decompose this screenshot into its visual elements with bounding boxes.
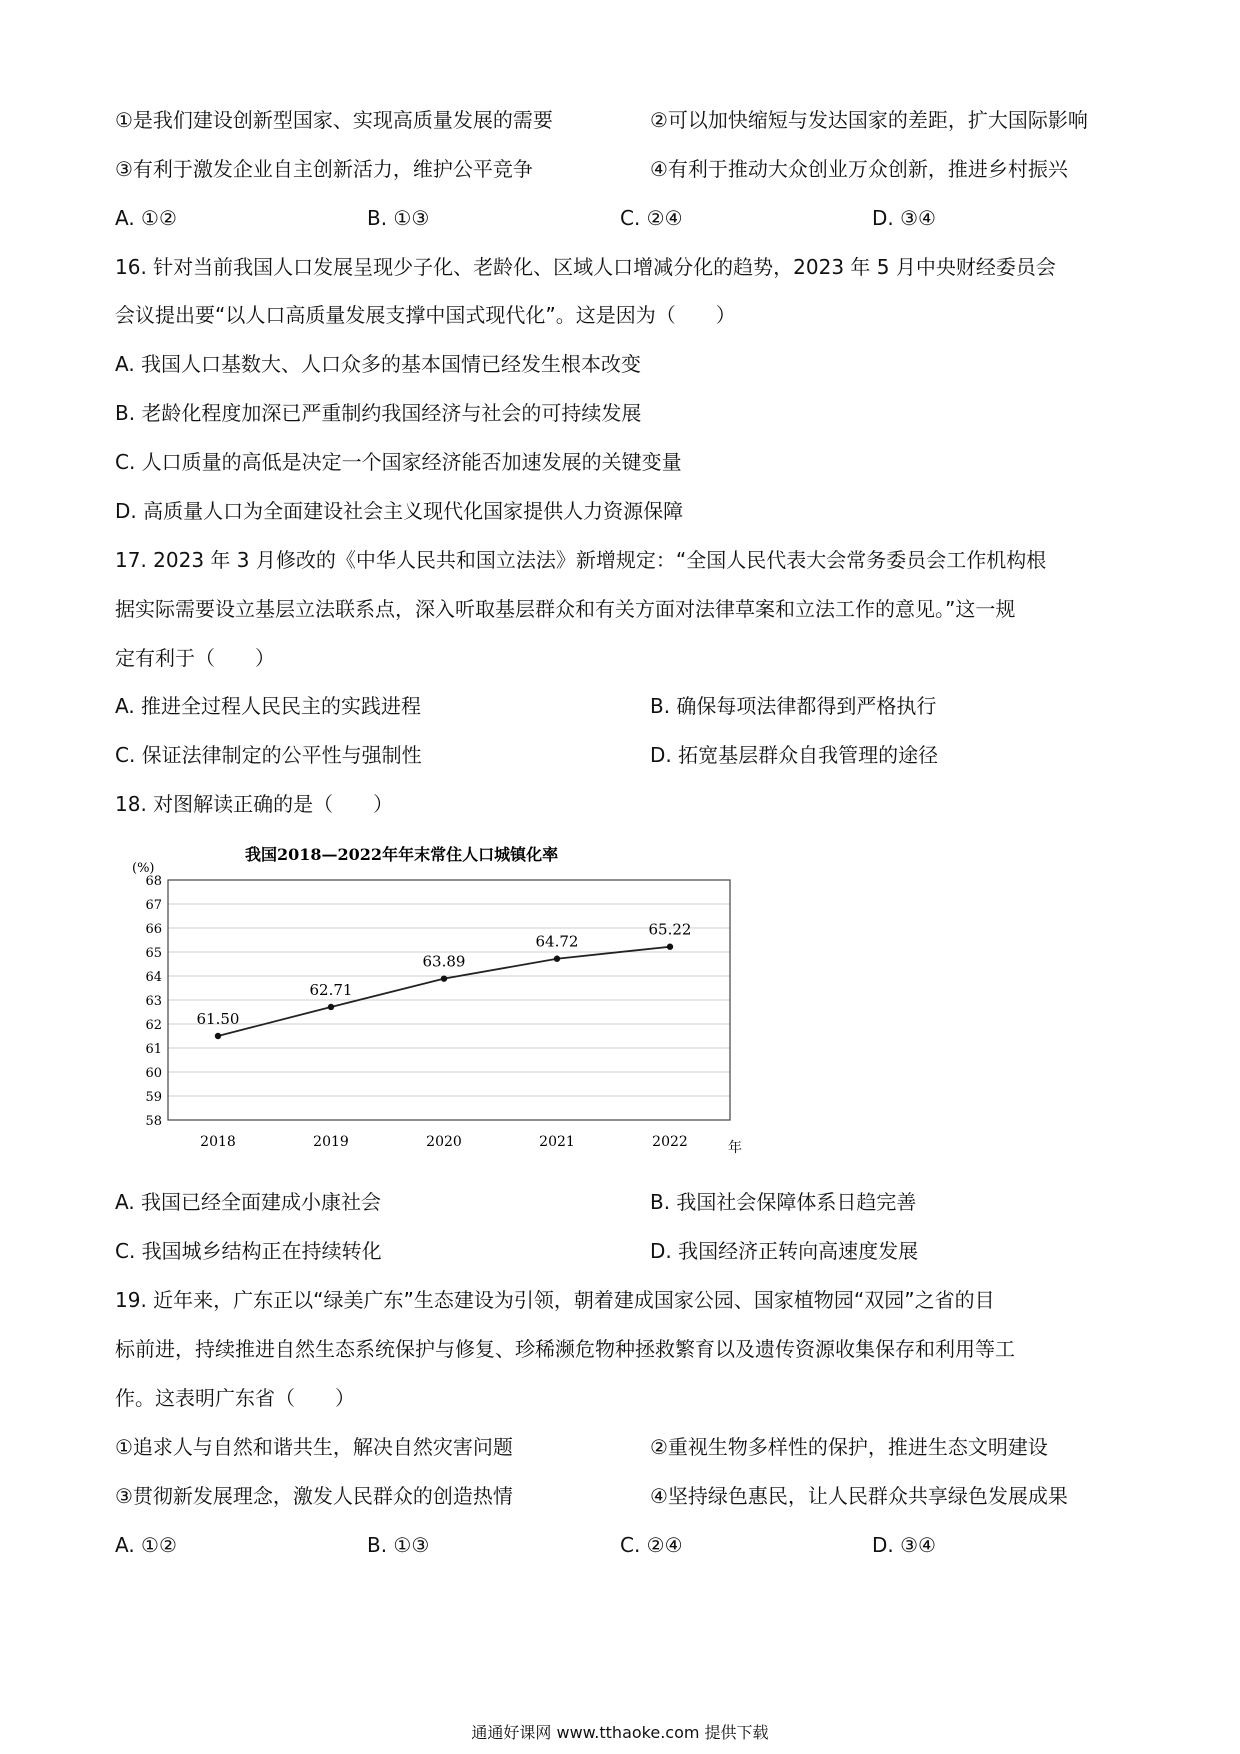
q18-option-d: D. 我国经济正转向高速度发展 <box>650 1239 919 1263</box>
q19-option-b: B. ①③ <box>367 1533 430 1557</box>
y-tick-label-63: 63 <box>145 994 162 1009</box>
data-labels <box>197 921 692 1028</box>
data-point-2019 <box>328 1004 334 1010</box>
y-tick-label-66: 66 <box>145 922 162 937</box>
y-tick-label-60: 60 <box>145 1066 162 1081</box>
q16-stem-line-1: 16. 针对当前我国人口发展呈现少子化、老龄化、区域人口增减分化的趋势，2023 年 5 月中央财经委员会 <box>115 255 1056 279</box>
data-point-2022 <box>667 944 673 950</box>
q15-item-4: ④有利于推动大众创业万众创新，推进乡村振兴 <box>650 157 1068 181</box>
chart-title: 我国2018—2022年年末常住人口城镇化率 <box>245 845 559 864</box>
q19-stem-line-2: 标前进，持续推进自然生态系统保护与修复、珍稀濒危物种拯救繁育以及遗传资源收集保存和利用等工 <box>115 1337 1015 1361</box>
data-point-2020 <box>441 975 447 981</box>
q16-option-c: C. 人口质量的高低是决定一个国家经济能否加速发展的关键变量 <box>115 450 682 474</box>
urbanization-line-chart <box>130 830 770 1160</box>
q17-option-b: B. 确保每项法律都得到严格执行 <box>650 694 937 718</box>
y-tick-label-67: 67 <box>145 898 162 913</box>
y-tick-label-59: 59 <box>145 1090 162 1105</box>
x-tick-label-2019: 2019 <box>313 1134 349 1150</box>
q17-stem-line-1: 17. 2023 年 3 月修改的《中华人民共和国立法法》新增规定：“全国人民代表大会常务委员会工作机构根 <box>115 548 1047 572</box>
y-tick-label-64: 64 <box>145 970 162 985</box>
y-tick-label-68: 68 <box>145 874 162 889</box>
q15-item-3: ③有利于激发企业自主创新活力，维护公平竞争 <box>115 157 533 181</box>
y-tick-label-65: 65 <box>145 946 162 961</box>
q19-option-c: C. ②④ <box>620 1533 683 1557</box>
q15-option-a: A. ①② <box>115 206 177 230</box>
data-label-2022: 65.22 <box>648 920 692 939</box>
q17-option-d: D. 拓宽基层群众自我管理的途径 <box>650 743 939 767</box>
x-tick-label-2021: 2021 <box>539 1134 575 1150</box>
q17-option-c: C. 保证法律制定的公平性与强制性 <box>115 743 422 767</box>
q19-item-3: ③贯彻新发展理念，激发人民群众的创造热情 <box>115 1484 513 1508</box>
y-tick-label-58: 58 <box>145 1114 162 1129</box>
y-tick-label-61: 61 <box>145 1042 162 1057</box>
q19-stem-line-3: 作。这表明广东省（ ） <box>115 1386 355 1410</box>
q15-item-2: ②可以加快缩短与发达国家的差距，扩大国际影响 <box>650 108 1088 132</box>
q16-option-a: A. 我国人口基数大、人口众多的基本国情已经发生根本改变 <box>115 352 642 376</box>
q19-item-4: ④坚持绿色惠民，让人民群众共享绿色发展成果 <box>650 1484 1068 1508</box>
q16-stem-line-2: 会议提出要“以人口高质量发展支撑中国式现代化”。这是因为（ ） <box>115 303 736 327</box>
q19-item-1: ①追求人与自然和谐共生，解决自然灾害问题 <box>115 1435 513 1459</box>
data-label-2021: 64.72 <box>535 932 579 951</box>
x-axis-unit: 年 <box>728 1140 742 1156</box>
y-tick-labels <box>145 874 162 1129</box>
data-point-2021 <box>554 956 560 962</box>
y-axis-unit: (%) <box>132 861 155 876</box>
q15-option-c: C. ②④ <box>620 206 683 230</box>
q16-option-d: D. 高质量人口为全面建设社会主义现代化国家提供人力资源保障 <box>115 499 684 523</box>
data-label-2019: 62.71 <box>309 980 353 999</box>
chart-gridlines <box>168 904 730 1096</box>
q15-option-d: D. ③④ <box>872 206 936 230</box>
q17-stem-line-2: 据实际需要设立基层立法联系点，深入听取基层群众和有关方面对法律草案和立法工作的意见。”这一规 <box>115 597 1016 621</box>
page-footer: 通通好课网 www.tthaoke.com 提供下载 <box>471 1723 769 1742</box>
q18-option-a: A. 我国已经全面建成小康社会 <box>115 1190 382 1214</box>
x-tick-label-2022: 2022 <box>652 1134 688 1150</box>
data-point-2018 <box>215 1033 221 1039</box>
q19-option-d: D. ③④ <box>872 1533 936 1557</box>
data-label-2018: 61.50 <box>196 1010 240 1028</box>
x-tick-labels <box>200 1134 688 1150</box>
q17-option-a: A. 推进全过程人民民主的实践进程 <box>115 694 422 718</box>
q18-stem: 18. 对图解读正确的是（ ） <box>115 792 394 816</box>
q15-option-b: B. ①③ <box>367 206 430 230</box>
y-tick-label-62: 62 <box>145 1018 162 1033</box>
data-label-2020: 63.89 <box>422 952 466 971</box>
x-tick-label-2020: 2020 <box>426 1134 462 1150</box>
q19-stem-line-1: 19. 近年来，广东正以“绿美广东”生态建设为引领，朝着建成国家公园、国家植物园“双园”之省的目 <box>115 1288 995 1312</box>
q19-option-a: A. ①② <box>115 1533 177 1557</box>
x-tick-label-2018: 2018 <box>200 1134 236 1150</box>
q19-item-2: ②重视生物多样性的保护，推进生态文明建设 <box>650 1435 1048 1459</box>
q16-option-b: B. 老龄化程度加深已严重制约我国经济与社会的可持续发展 <box>115 401 642 425</box>
q18-option-c: C. 我国城乡结构正在持续转化 <box>115 1239 382 1263</box>
q15-item-1: ①是我们建设创新型国家、实现高质量发展的需要 <box>115 108 553 132</box>
q17-stem-line-3: 定有利于（ ） <box>115 646 275 670</box>
q18-option-b: B. 我国社会保障体系日趋完善 <box>650 1190 917 1214</box>
